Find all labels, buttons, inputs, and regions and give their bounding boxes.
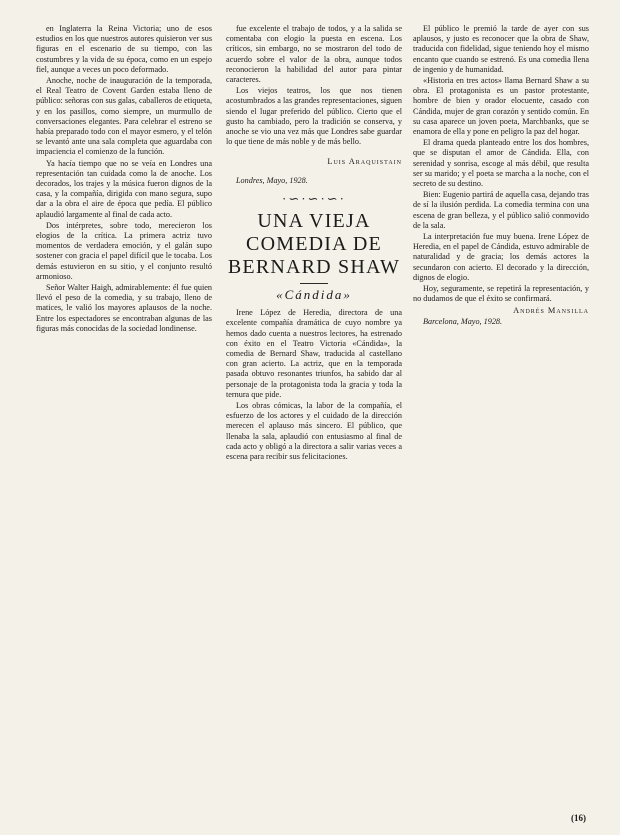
column-1 — [36, 24, 212, 815]
headline-divider — [300, 283, 328, 284]
article-paragraph: El drama queda planteado entre los dos hombres, que se disputan el amor de Cándida. Ella, con serenidad y sonrisa, escoge al más débil, que resulta ser su marido; y el poeta se marcha a la noche, con el secreto de su destino. — [413, 138, 589, 189]
article-signature: Andrés Mansilla — [513, 306, 589, 316]
article-subheadline: «Cándida» — [276, 287, 352, 303]
article-paragraph: fue excelente el trabajo de todos, y a la salida se comentaba con elogio la puesta en escena. Los críticos, sin embargo, no se mostraron del todo de acuerdo sobre el valor de la obra, aunque todos reconocieron la habilidad del autor para pintar caracteres. — [226, 24, 402, 85]
article-paragraph: Anoche, noche de inauguración de la temporada, el Real Teatro de Covent Garden estaba lleno de público: señoras con sus galas, caballeros de etiqueta, y en los pasillos, como siempre, un murmullo de conversaciones elegantes. Para celebrar el estreno se había preparado todo con el mayor esmero, y el telón se levantó ante una sala completa que aguardaba con impaciencia el comienzo de la función. — [36, 76, 212, 157]
article-paragraph: La interpretación fue muy buena. Irene López de Heredia, en el papel de Cándida, estuvo admirable de naturalidad y de gracia; los demás actores la secundaron con acierto. El decorado y la dirección, dignos de elogio. — [413, 232, 589, 282]
article-paragraph: El público le premió la tarde de ayer con sus aplausos, y justo es reconocer que la obra de Shaw, traducida con fidelidad, sigue teniendo hoy el mismo encanto que cuando se estrenó. Es una comedia llena de ingenio y de humanidad. — [413, 24, 589, 74]
article-dateline: Londres, Mayo, 1928. — [236, 175, 308, 185]
article-paragraph: Bien: Eugenio partirá de aquella casa, dejando tras de sí la ilusión perdida. La comedia termina con una escena de gran belleza, y el público salió conmovido de la sala. — [413, 190, 589, 230]
article-dateline: Barcelona, Mayo, 1928. — [423, 316, 503, 326]
section-ornament: ·∽·∽·∽· — [282, 190, 346, 206]
article-paragraph: en Inglaterra la Reina Victoria; uno de esos estudios en los que nuestros autores quisieron ver sus figuras en el escenario de su tiempo, con las costumbres y la vida de su época, como en un espejo fiel, aunque a veces un poco deformado. — [36, 24, 212, 74]
article-paragraph: Los obras cómicas, la labor de la compañía, el esfuerzo de los actores y el cuidado de la dirección merecen el aplauso más sincero. El público, que llenaba la sala, aplaudió con entusiasmo al final de cada acto y obligó a la directora a salir varias veces a escena para recibir sus felicitaciones. — [226, 401, 402, 462]
column-2 — [226, 24, 402, 815]
article-headline: UNA VIEJA COMEDIA DE BERNARD SHAW — [227, 210, 401, 279]
column-3 — [413, 24, 589, 815]
article-paragraph: Los viejos teatros, los que nos tienen acostumbrados a las grandes representaciones, siguen siendo el lugar preferido del público. Cierto que el gusto ha cambiado, pero la tradición se conserva, y anoche se vio una vez más que Londres sabe guardar lo que tiene de más noble y de más bello. — [226, 86, 402, 147]
article-paragraph: Dos intérpretes, sobre todo, merecieron los elogios de la crítica. La primera actriz tuvo momentos de verdadera emoción, y el galán supo sostener con gracia el papel difícil que le tocaba. Los demás estuvieron en su sitio, y el conjunto resultó armonioso. — [36, 220, 212, 281]
page-number: (16) — [571, 813, 586, 823]
article-paragraph: «Historia en tres actos» llama Bernard Shaw a su obra. El protagonista es un pastor protestante, hombre de bien y orador elocuente, casado con Cándida, mujer de gran corazón y sentido común. En su casa aparece un joven poeta, Marchbanks, que se enamora de ella y pone en peligro la paz del hogar. — [413, 76, 589, 137]
article-paragraph: Señor Walter Haigh, admirablemente: él fue quien llevó el peso de la comedia, y su trabajo, lleno de matices, le valió los mayores aplausos de la noche. Entre los espectadores se encontraban algunas de las figuras más conocidas de la sociedad londinense. — [36, 283, 212, 333]
article-paragraph: Ya hacía tiempo que no se veía en Londres una representación tan cuidada como la de anoche. Los decorados, los trajes y la música fueron dignos de la casa, y la compañía, dirigida con mano segura, supo dar a la obra el aire de época que pedía. El público aplaudió largamente al final de cada acto. — [36, 158, 212, 219]
article-paragraph: Irene López de Heredia, directora de una excelente compañía dramática de cuyo nombre ya hemos dado cuenta a nuestros lectores, ha estrenado con éxito en el Teatro Victoria «Cándida», la comedia de Bernard Shaw, traducida al castellano con gran acierto. La actriz, que en la temporada pasada obtuvo resonantes triunfos, ha sabido dar al personaje de la protagonista toda la gracia y toda la ternura que pide. — [226, 308, 402, 399]
article-signature: Luis Araquistain — [327, 157, 402, 167]
article-paragraph: Hoy, seguramente, se repetirá la representación, y no dudamos de que el éxito se confirmará. — [413, 284, 589, 304]
